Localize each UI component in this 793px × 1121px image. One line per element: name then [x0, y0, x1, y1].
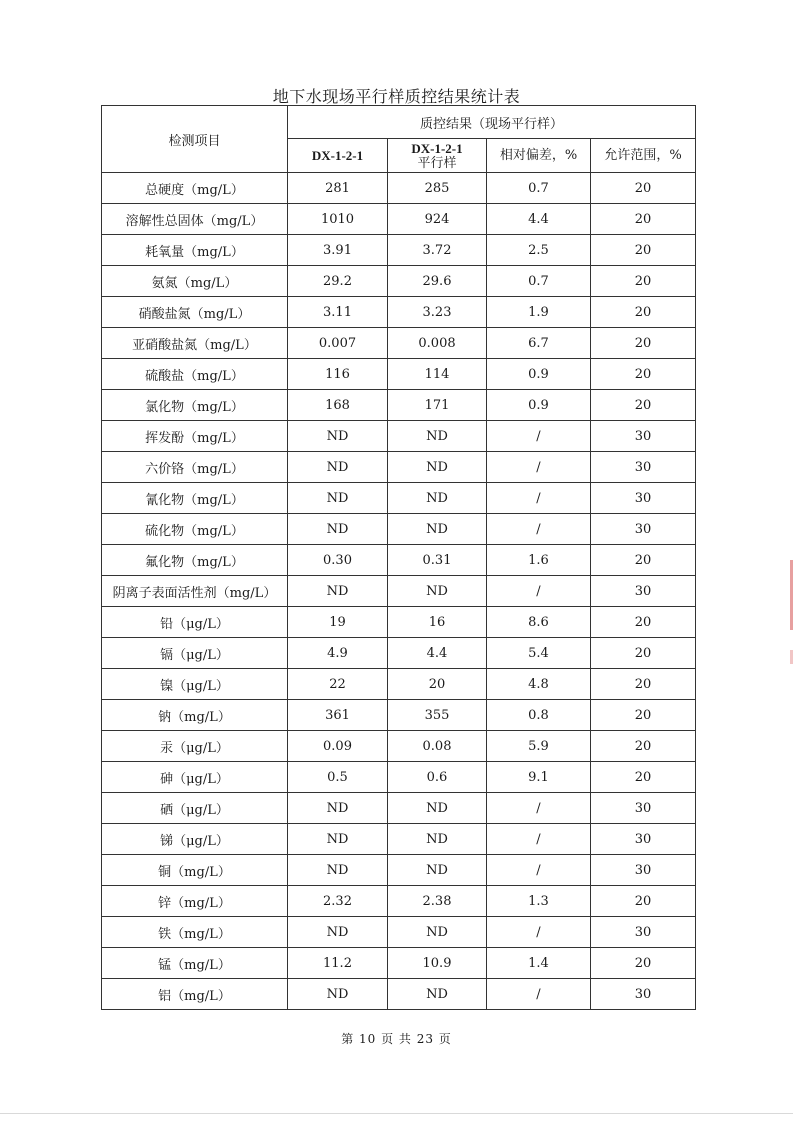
cell-parallel: ND	[388, 483, 487, 514]
header-parallel-line2: 平行样	[417, 155, 457, 171]
cell-range: 30	[591, 452, 696, 483]
header-deviation: 相对偏差，%	[487, 139, 591, 173]
cell-item: 六价铬（mg/L）	[102, 452, 288, 483]
cell-deviation: 1.3	[487, 886, 591, 917]
cell-sample: 3.91	[288, 235, 388, 266]
table-row	[102, 204, 696, 235]
cell-item: 阴离子表面活性剂（mg/L）	[102, 576, 288, 607]
cell-parallel: 4.4	[388, 638, 487, 669]
cell-sample: ND	[288, 917, 388, 948]
cell-sample: ND	[288, 514, 388, 545]
cell-item: 挥发酚（mg/L）	[102, 421, 288, 452]
cell-deviation: /	[487, 576, 591, 607]
cell-item: 锌（mg/L）	[102, 886, 288, 917]
table-row	[102, 297, 696, 328]
cell-deviation: /	[487, 483, 591, 514]
table-row	[102, 173, 696, 204]
cell-item: 铜（mg/L）	[102, 855, 288, 886]
header-parallel	[388, 139, 487, 173]
cell-range: 20	[591, 328, 696, 359]
cell-item: 溶解性总固体（mg/L）	[102, 204, 288, 235]
cell-sample: 19	[288, 607, 388, 638]
table-row	[102, 328, 696, 359]
header-row-1	[102, 106, 696, 139]
cell-item: 铁（mg/L）	[102, 917, 288, 948]
cell-deviation: /	[487, 514, 591, 545]
table-row	[102, 948, 696, 979]
cell-range: 30	[591, 855, 696, 886]
cell-range: 20	[591, 669, 696, 700]
table-row	[102, 545, 696, 576]
cell-parallel: 0.008	[388, 328, 487, 359]
cell-range: 20	[591, 173, 696, 204]
cell-deviation: 4.8	[487, 669, 591, 700]
cell-range: 30	[591, 824, 696, 855]
cell-parallel: 171	[388, 390, 487, 421]
table-row	[102, 607, 696, 638]
cell-item: 钠（mg/L）	[102, 700, 288, 731]
table-row	[102, 421, 696, 452]
cell-item: 硒（μg/L）	[102, 793, 288, 824]
header-item: 检测项目	[102, 106, 288, 173]
cell-sample: 0.30	[288, 545, 388, 576]
cell-range: 30	[591, 514, 696, 545]
cell-deviation: /	[487, 979, 591, 1010]
cell-deviation: /	[487, 824, 591, 855]
cell-range: 20	[591, 762, 696, 793]
cell-sample: ND	[288, 576, 388, 607]
cell-range: 20	[591, 731, 696, 762]
cell-sample: ND	[288, 824, 388, 855]
table-header	[102, 106, 696, 173]
cell-item: 镍（μg/L）	[102, 669, 288, 700]
table-row	[102, 638, 696, 669]
cell-sample: ND	[288, 979, 388, 1010]
cell-sample: 168	[288, 390, 388, 421]
cell-parallel: 285	[388, 173, 487, 204]
cell-parallel: 0.31	[388, 545, 487, 576]
table-row	[102, 731, 696, 762]
cell-deviation: 0.8	[487, 700, 591, 731]
cell-sample: 22	[288, 669, 388, 700]
cell-range: 20	[591, 359, 696, 390]
cell-item: 亚硝酸盐氮（mg/L）	[102, 328, 288, 359]
cell-parallel: 2.38	[388, 886, 487, 917]
cell-range: 30	[591, 421, 696, 452]
table-row	[102, 793, 696, 824]
cell-parallel: ND	[388, 917, 487, 948]
cell-sample: 4.9	[288, 638, 388, 669]
cell-range: 20	[591, 948, 696, 979]
cell-parallel: 0.08	[388, 731, 487, 762]
table-row	[102, 762, 696, 793]
cell-range: 20	[591, 390, 696, 421]
table-row	[102, 359, 696, 390]
cell-item: 硝酸盐氮（mg/L）	[102, 297, 288, 328]
header-sample: DX-1-2-1	[288, 139, 388, 173]
cell-item: 锰（mg/L）	[102, 948, 288, 979]
cell-parallel: 20	[388, 669, 487, 700]
cell-sample: 281	[288, 173, 388, 204]
cell-sample: ND	[288, 421, 388, 452]
cell-sample: 2.32	[288, 886, 388, 917]
cell-deviation: 0.9	[487, 359, 591, 390]
table-row	[102, 483, 696, 514]
page-footer: 第 10 页 共 23 页	[341, 1032, 452, 1046]
cell-parallel: ND	[388, 793, 487, 824]
table-row	[102, 235, 696, 266]
cell-parallel: 16	[388, 607, 487, 638]
cell-deviation: 1.9	[487, 297, 591, 328]
cell-range: 20	[591, 266, 696, 297]
cell-parallel: ND	[388, 855, 487, 886]
cell-deviation: /	[487, 917, 591, 948]
cell-parallel: ND	[388, 421, 487, 452]
cell-parallel: 10.9	[388, 948, 487, 979]
table-row	[102, 514, 696, 545]
header-group: 质控结果（现场平行样）	[288, 106, 696, 139]
cell-deviation: 1.4	[487, 948, 591, 979]
cell-item: 铅（μg/L）	[102, 607, 288, 638]
cell-deviation: 5.9	[487, 731, 591, 762]
cell-deviation: 5.4	[487, 638, 591, 669]
table-row	[102, 452, 696, 483]
cell-parallel: ND	[388, 824, 487, 855]
cell-range: 20	[591, 235, 696, 266]
cell-sample: ND	[288, 483, 388, 514]
cell-item: 锑（μg/L）	[102, 824, 288, 855]
table-row	[102, 390, 696, 421]
cell-parallel: ND	[388, 979, 487, 1010]
cell-parallel: ND	[388, 514, 487, 545]
cell-range: 30	[591, 576, 696, 607]
cell-parallel: ND	[388, 452, 487, 483]
table-row	[102, 886, 696, 917]
cell-range: 20	[591, 545, 696, 576]
cell-sample: ND	[288, 452, 388, 483]
cell-sample: 3.11	[288, 297, 388, 328]
cell-deviation: 4.4	[487, 204, 591, 235]
cell-parallel: 3.72	[388, 235, 487, 266]
cell-range: 30	[591, 793, 696, 824]
qc-results-table	[101, 105, 696, 1010]
table-row	[102, 917, 696, 948]
cell-item: 氟化物（mg/L）	[102, 545, 288, 576]
cell-sample: 29.2	[288, 266, 388, 297]
cell-deviation: 0.7	[487, 266, 591, 297]
cell-sample: ND	[288, 855, 388, 886]
cell-sample: ND	[288, 793, 388, 824]
cell-sample: 0.5	[288, 762, 388, 793]
cell-item: 镉（μg/L）	[102, 638, 288, 669]
page-title: 地下水现场平行样质控结果统计表	[272, 87, 521, 106]
cell-item: 砷（μg/L）	[102, 762, 288, 793]
cell-range: 20	[591, 700, 696, 731]
table-body	[102, 173, 696, 1010]
cell-range: 20	[591, 204, 696, 235]
cell-parallel: 114	[388, 359, 487, 390]
cell-item: 氨氮（mg/L）	[102, 266, 288, 297]
cell-item: 铝（mg/L）	[102, 979, 288, 1010]
cell-sample: 1010	[288, 204, 388, 235]
cell-deviation: 2.5	[487, 235, 591, 266]
cell-item: 氯化物（mg/L）	[102, 390, 288, 421]
cell-deviation: /	[487, 452, 591, 483]
table-row	[102, 266, 696, 297]
cell-sample: 361	[288, 700, 388, 731]
cell-deviation: 9.1	[487, 762, 591, 793]
cell-parallel: 355	[388, 700, 487, 731]
cell-deviation: /	[487, 793, 591, 824]
cell-item: 耗氧量（mg/L）	[102, 235, 288, 266]
cell-item: 硫化物（mg/L）	[102, 514, 288, 545]
header-parallel-line1: DX-1-2-1	[411, 140, 463, 156]
table-row	[102, 669, 696, 700]
cell-sample: 11.2	[288, 948, 388, 979]
cell-range: 20	[591, 638, 696, 669]
cell-range: 30	[591, 917, 696, 948]
table-row	[102, 700, 696, 731]
table-row	[102, 855, 696, 886]
cell-parallel: 924	[388, 204, 487, 235]
cell-sample: 116	[288, 359, 388, 390]
cell-deviation: /	[487, 855, 591, 886]
table-row	[102, 576, 696, 607]
table-row	[102, 979, 696, 1010]
cell-item: 硫酸盐（mg/L）	[102, 359, 288, 390]
cell-range: 30	[591, 979, 696, 1010]
cell-parallel: 29.6	[388, 266, 487, 297]
cell-parallel: 0.6	[388, 762, 487, 793]
cell-range: 30	[591, 483, 696, 514]
header-range: 允许范围，%	[591, 139, 696, 173]
cell-range: 20	[591, 607, 696, 638]
cell-parallel: ND	[388, 576, 487, 607]
cell-sample: 0.09	[288, 731, 388, 762]
cell-deviation: 1.6	[487, 545, 591, 576]
cell-parallel: 3.23	[388, 297, 487, 328]
scan-edge-line	[0, 1113, 793, 1114]
table-row	[102, 824, 696, 855]
cell-item: 汞（μg/L）	[102, 731, 288, 762]
cell-deviation: 0.9	[487, 390, 591, 421]
cell-item: 总硬度（mg/L）	[102, 173, 288, 204]
cell-range: 20	[591, 297, 696, 328]
cell-range: 20	[591, 886, 696, 917]
cell-deviation: 8.6	[487, 607, 591, 638]
cell-item: 氰化物（mg/L）	[102, 483, 288, 514]
cell-deviation: 6.7	[487, 328, 591, 359]
cell-deviation: 0.7	[487, 173, 591, 204]
cell-sample: 0.007	[288, 328, 388, 359]
cell-deviation: /	[487, 421, 591, 452]
